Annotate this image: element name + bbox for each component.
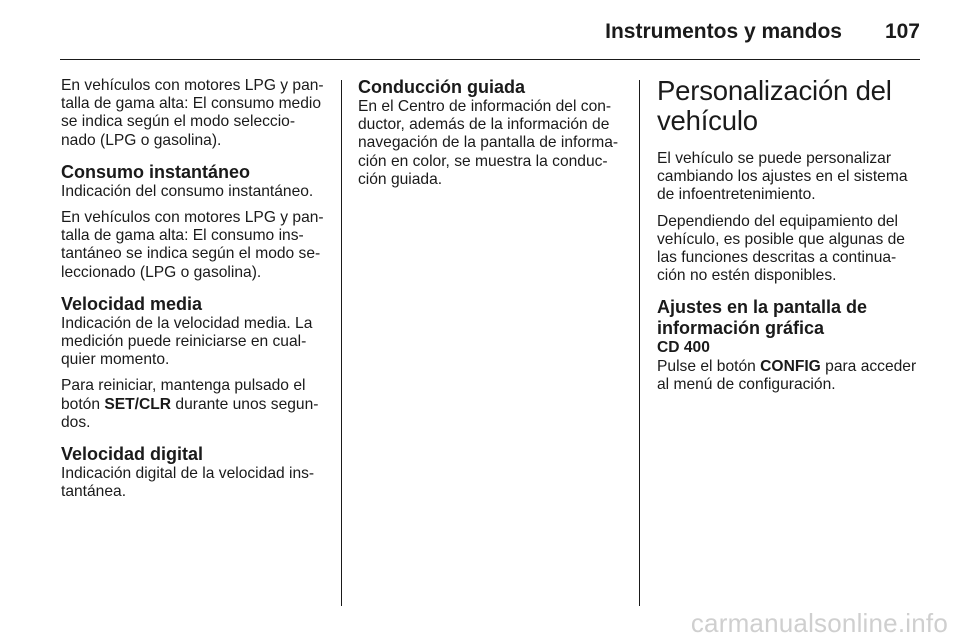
set-clr-button-label: SET/CLR — [104, 395, 172, 413]
column-divider-2 — [639, 80, 640, 606]
text-line: navegación de la pantalla de informa- — [358, 134, 619, 152]
heading-conduccion-guiada: Conducción guiada — [358, 77, 526, 97]
personalizacion-paragraph-2 — [657, 213, 925, 286]
text-line: ción en color, se muestra la conduc- — [358, 152, 608, 170]
text-line: al menú de configuración. — [657, 375, 836, 393]
text-line: medición puede reiniciarse en cual- — [61, 333, 307, 351]
text-line: ción guiada. — [358, 170, 443, 188]
text-line: tantánea. — [61, 483, 127, 501]
text-line: quier momento. — [61, 351, 170, 369]
personalizacion-paragraph-1 — [657, 150, 925, 205]
text-line: Para reiniciar, mantenga pulsado el — [61, 377, 306, 395]
text-fragment: para acceder — [820, 357, 917, 375]
text-line: ductor, además de la información de — [358, 116, 610, 134]
text-fragment: Pulse el botón — [657, 357, 761, 375]
text-line: Indicación de la velocidad media. La — [61, 314, 313, 332]
text-line: ción no estén disponibles. — [657, 267, 837, 285]
velocidad-media-paragraph-2 — [61, 377, 333, 432]
column-divider-1 — [341, 80, 342, 606]
intro-line: talla de gama alta: El consumo medio — [61, 95, 322, 113]
velocidad-digital-paragraph — [61, 465, 333, 501]
heading-line: Ajustes en la pantalla de — [657, 297, 868, 318]
text-line: Indicación digital de la velocidad ins- — [61, 465, 315, 483]
ajustes-paragraph — [657, 358, 925, 394]
text-line: vehículo, es posible que algunas de — [657, 230, 905, 248]
header-title: Instrumentos y mandos — [605, 20, 842, 43]
text-line: las funciones descritas a continua- — [657, 249, 897, 267]
text-line: En vehículos con motores LPG y pan- — [61, 209, 324, 227]
intro-line: nado (LPG o gasolina). — [61, 131, 222, 149]
text-line: tantáneo se indica según el modo se- — [61, 245, 321, 263]
text-fragment: botón — [61, 395, 105, 413]
consumo-instantaneo-paragraph-2 — [61, 209, 333, 282]
intro-paragraph — [61, 77, 333, 150]
title-line: Personalización del — [657, 75, 892, 106]
consumo-instantaneo-paragraph-1 — [61, 183, 333, 201]
heading-line: información gráfica — [657, 318, 825, 339]
text-line: talla de gama alta: El consumo ins- — [61, 227, 304, 245]
section-title-personalizacion — [657, 76, 925, 136]
text-line: leccionado (LPG o gasolina). — [61, 263, 262, 281]
column-3 — [657, 76, 925, 402]
intro-line: se indica según el modo seleccio- — [61, 113, 296, 131]
watermark: carmanualsonline.info — [690, 608, 948, 638]
intro-line: En vehículos con motores LPG y pan- — [61, 77, 324, 94]
title-line: vehículo — [657, 105, 758, 136]
config-button-label: CONFIG — [760, 357, 821, 375]
heading-velocidad-digital: Velocidad digital — [61, 444, 204, 465]
text-line: Indicación del consumo instantáneo. — [61, 182, 314, 200]
text-line: En el Centro de información del con- — [358, 98, 612, 115]
text-line: dos. — [61, 413, 91, 431]
text-fragment: durante unos segun- — [171, 395, 319, 413]
text-line: de infoentretenimiento. — [657, 186, 816, 204]
conduccion-guiada-paragraph — [358, 98, 634, 189]
velocidad-media-paragraph-1 — [61, 315, 333, 370]
text-line: El vehículo se puede personalizar — [657, 150, 892, 167]
text-line: Dependiendo del equipamiento del — [657, 212, 899, 230]
heading-velocidad-media: Velocidad media — [61, 293, 203, 314]
page-number: 107 — [884, 20, 920, 43]
page-header — [0, 0, 960, 60]
header-rule — [60, 59, 920, 60]
text-line: cambiando los ajustes en el sistema — [657, 168, 908, 186]
heading-ajustes-pantalla — [657, 297, 925, 339]
subheading-cd-400: CD 400 — [657, 339, 710, 357]
column-2 — [358, 77, 634, 197]
heading-consumo-instantaneo: Consumo instantáneo — [61, 161, 251, 182]
column-1 — [61, 77, 333, 509]
